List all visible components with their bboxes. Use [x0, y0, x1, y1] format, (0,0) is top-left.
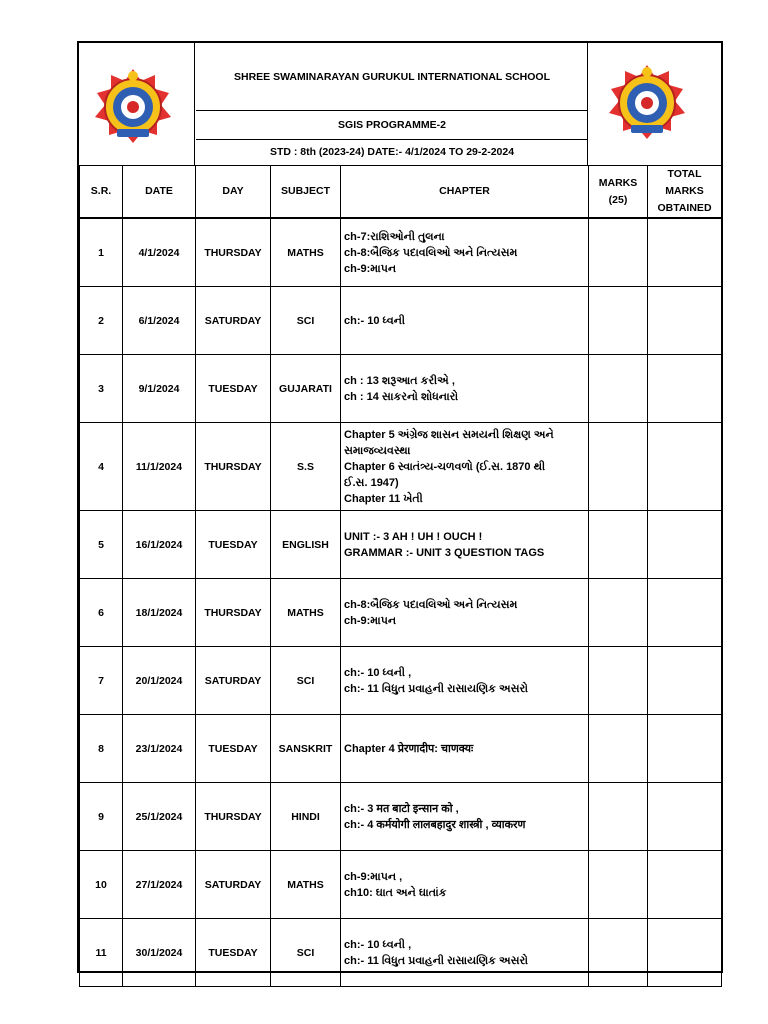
day-cell: SATURDAY — [196, 851, 271, 919]
chapter-line: ch-9:માપન — [344, 262, 397, 275]
table-row — [80, 355, 722, 423]
subject-cell: S.S — [271, 423, 341, 511]
subject-cell: GUJARATI — [271, 355, 341, 423]
day-cell: THURSDAY — [196, 579, 271, 647]
subject-cell: SCI — [271, 647, 341, 715]
schedule-table — [79, 165, 722, 987]
day-cell: TUESDAY — [196, 355, 271, 423]
chapter-line: ch:- 4 कर्मयोगी लालबहादुर शास्त्री , व्याकरण — [344, 818, 526, 831]
col-total: TOTAL MARKS OBTAINED — [648, 166, 722, 219]
school-crest-icon — [93, 67, 173, 147]
chapter-line: ch-9:માપન , — [344, 870, 403, 883]
day-cell: THURSDAY — [196, 218, 271, 287]
chapter-line: ch:- 10 ધ્વની , — [344, 666, 412, 679]
chapter-cell — [341, 715, 589, 783]
header-divider-left — [194, 43, 195, 165]
date-cell: 4/1/2024 — [123, 218, 196, 287]
table-row — [80, 511, 722, 579]
chapter-cell — [341, 287, 589, 355]
chapter-line: ch:- 11 વિધુત પ્રવાહની રાસાયણિક અસરો — [344, 682, 528, 695]
table-row — [80, 287, 722, 355]
marks-cell[interactable] — [589, 783, 648, 851]
sr-cell: 1 — [80, 218, 123, 287]
schedule-body — [80, 218, 722, 987]
chapter-line: ch-7:રાશિઓની તુલના — [344, 230, 445, 243]
subject-cell: ENGLISH — [271, 511, 341, 579]
chapter-line: Chapter 6 સ્વાતંત્ર્ય-ચળવળો (ઈ.સ. 1870 થી — [344, 460, 546, 473]
table-row — [80, 783, 722, 851]
chapter-cell — [341, 423, 589, 511]
chapter-line: UNIT :- 3 AH ! UH ! OUCH ! — [344, 530, 483, 543]
col-sr: S.R. — [80, 166, 123, 219]
marks-cell[interactable] — [589, 647, 648, 715]
chapter-line: ch : 14 સાકરનો શોધનારો — [344, 390, 459, 403]
chapter-line: ઈ.સ. 1947) — [344, 476, 399, 489]
table-row — [80, 851, 722, 919]
sr-cell: 8 — [80, 715, 123, 783]
table-row — [80, 218, 722, 287]
subject-cell: MATHS — [271, 218, 341, 287]
day-cell: SATURDAY — [196, 287, 271, 355]
col-marks: MARKS (25) — [589, 166, 648, 219]
date-cell: 25/1/2024 — [123, 783, 196, 851]
total-marks-cell[interactable] — [648, 851, 722, 919]
date-cell: 23/1/2024 — [123, 715, 196, 783]
marks-cell[interactable] — [589, 355, 648, 423]
date-cell: 9/1/2024 — [123, 355, 196, 423]
col-subject: SUBJECT — [271, 166, 341, 219]
table-row — [80, 715, 722, 783]
chapter-line: Chapter 11 ખેતી — [344, 492, 423, 505]
chapter-line: ch:- 10 ધ્વની , — [344, 938, 412, 951]
chapter-line: ch : 13 શરૂઆત કરીએ , — [344, 374, 455, 387]
date-cell: 18/1/2024 — [123, 579, 196, 647]
date-cell: 30/1/2024 — [123, 919, 196, 987]
total-marks-cell[interactable] — [648, 511, 722, 579]
total-marks-cell[interactable] — [648, 715, 722, 783]
chapter-line: ch-8:બૈજિક પદાવલિઓ અને નિત્યસમ — [344, 598, 518, 611]
chapter-line: ch-8:બૈજિક પદાવલિઓ અને નિત્યસમ — [344, 246, 518, 259]
chapter-line: ch10: ઘાત અને ઘાતાંક — [344, 886, 447, 899]
marks-cell[interactable] — [589, 919, 648, 987]
chapter-cell — [341, 579, 589, 647]
day-cell: SATURDAY — [196, 647, 271, 715]
chapter-cell — [341, 511, 589, 579]
col-chapter: CHAPTER — [341, 166, 589, 219]
chapter-line: ch:- 10 ધ્વની — [344, 314, 406, 327]
programme-title: SGIS PROGRAMME-2 — [338, 118, 446, 131]
marks-cell[interactable] — [589, 511, 648, 579]
sr-cell: 10 — [80, 851, 123, 919]
subject-cell: HINDI — [271, 783, 341, 851]
day-cell: THURSDAY — [196, 423, 271, 511]
chapter-line: ch:- 11 વિધુત પ્રવાહની રાસાયણિક અસરો — [344, 954, 528, 967]
total-marks-cell[interactable] — [648, 647, 722, 715]
chapter-line: GRAMMAR :- UNIT 3 QUESTION TAGS — [344, 546, 545, 559]
day-cell: TUESDAY — [196, 715, 271, 783]
chapter-line: Chapter 4 प्रेरणादीप: चाणक्यः — [344, 742, 474, 755]
total-marks-cell[interactable] — [648, 579, 722, 647]
total-marks-cell[interactable] — [648, 287, 722, 355]
date-cell: 16/1/2024 — [123, 511, 196, 579]
marks-cell[interactable] — [589, 579, 648, 647]
table-row — [80, 647, 722, 715]
chapter-cell — [341, 218, 589, 287]
chapter-cell — [341, 355, 589, 423]
chapter-line: સમાજવ્યવસ્થા — [344, 444, 411, 457]
subject-cell: SCI — [271, 919, 341, 987]
sr-cell: 2 — [80, 287, 123, 355]
chapter-line: ch-9:માપન — [344, 614, 397, 627]
day-cell: THURSDAY — [196, 783, 271, 851]
chapter-cell — [341, 851, 589, 919]
subject-cell: MATHS — [271, 579, 341, 647]
marks-cell[interactable] — [589, 423, 648, 511]
date-cell: 27/1/2024 — [123, 851, 196, 919]
table-row — [80, 919, 722, 987]
std-date-line: STD : 8th (2023-24) DATE:- 4/1/2024 TO 29-2-2024 — [269, 146, 515, 158]
header-row — [80, 166, 722, 219]
marks-cell[interactable] — [589, 218, 648, 287]
sr-cell: 4 — [80, 423, 123, 511]
total-marks-cell[interactable] — [648, 355, 722, 423]
chapter-cell — [341, 783, 589, 851]
marks-cell[interactable] — [589, 715, 648, 783]
date-cell: 6/1/2024 — [123, 287, 196, 355]
subject-cell: SANSKRIT — [271, 715, 341, 783]
school-crest-icon — [607, 63, 687, 143]
sr-cell: 7 — [80, 647, 123, 715]
subject-cell: MATHS — [271, 851, 341, 919]
date-cell: 11/1/2024 — [123, 423, 196, 511]
total-marks-cell[interactable] — [648, 919, 722, 987]
col-date: DATE — [123, 166, 196, 219]
chapter-cell — [341, 919, 589, 987]
table-row — [80, 423, 722, 511]
table-row — [80, 579, 722, 647]
col-day: DAY — [196, 166, 271, 219]
day-cell: TUESDAY — [196, 511, 271, 579]
chapter-cell — [341, 647, 589, 715]
sr-cell: 9 — [80, 783, 123, 851]
sr-cell: 6 — [80, 579, 123, 647]
total-marks-cell[interactable] — [648, 783, 722, 851]
total-marks-cell[interactable] — [648, 423, 722, 511]
sr-cell: 3 — [80, 355, 123, 423]
school-name: SHREE SWAMINARAYAN GURUKUL INTERNATIONAL SCHOOL — [234, 70, 550, 83]
marks-cell[interactable] — [589, 851, 648, 919]
subject-cell: SCI — [271, 287, 341, 355]
sr-cell: 11 — [80, 919, 123, 987]
chapter-line: Chapter 5 અંગ્રેજ શાસન સમયની શિક્ષણ અને — [344, 428, 554, 441]
chapter-line: ch:- 3 मत बाटो इन्सान को , — [344, 802, 459, 815]
timetable-sheet — [77, 41, 723, 973]
total-marks-cell[interactable] — [648, 218, 722, 287]
marks-cell[interactable] — [589, 287, 648, 355]
date-cell: 20/1/2024 — [123, 647, 196, 715]
sr-cell: 5 — [80, 511, 123, 579]
day-cell: TUESDAY — [196, 919, 271, 987]
